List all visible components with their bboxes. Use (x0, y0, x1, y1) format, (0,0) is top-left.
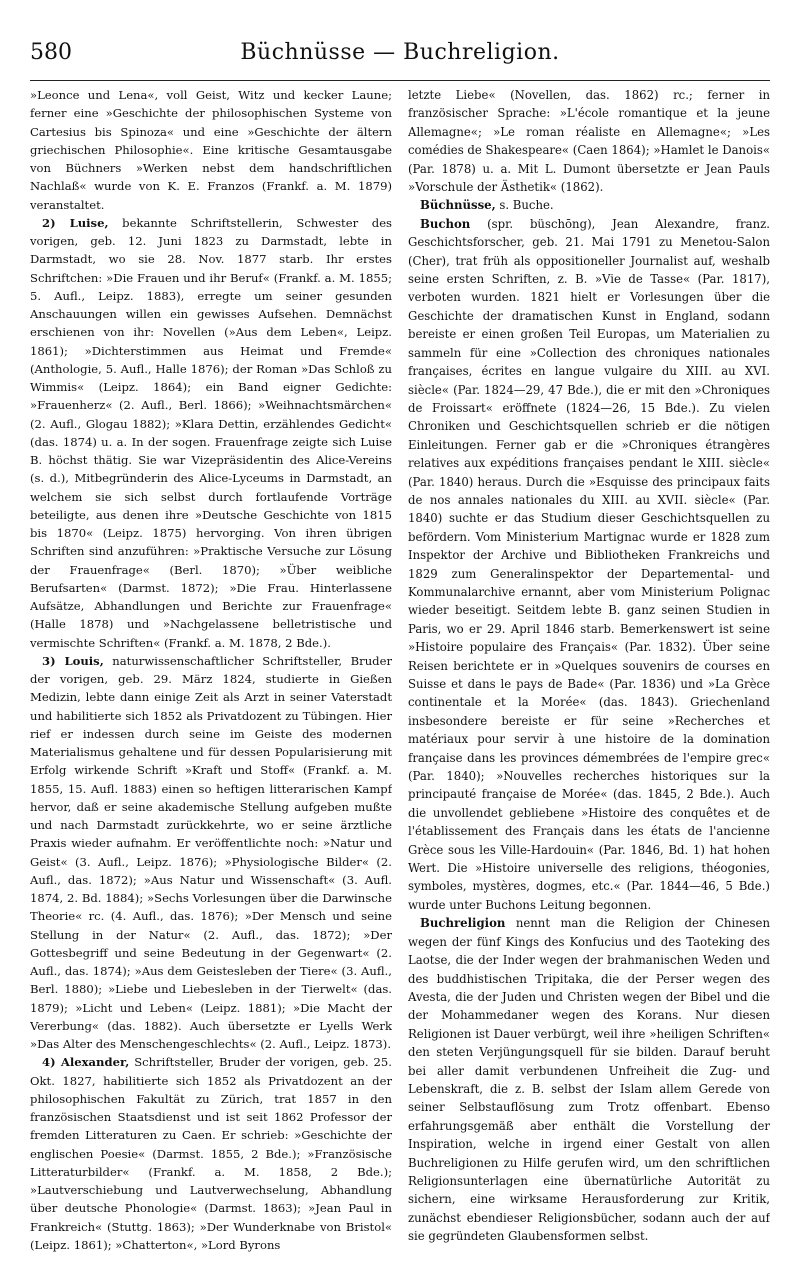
page-number: 580 (30, 40, 72, 65)
entry-text: s. Buche. (495, 198, 554, 213)
entry-text: Schriftsteller, Bruder der vorigen, geb. 25. Okt. 1827, habilitierte sich 1852 als Privatdozent an der philosophischen Fakultät zu Zürich, trat 1857 in den französischen Staatsdienst und ist seit 1862 Professor der fremden Litteraturen zu Caen. Er schrieb: »Geschichte der englischen Poesie« (Darmst. 1855, 2 Bde.); »Französische Litteraturbilder« (Frankf. a. M. 1858, 2 Bde.); »Lautverschiebung und Lautverwechselung, Abhandlung über deutsche Phonologie« (Darmst. 1863); »Jean Paul in Frankreich« (Stuttg. 1863); »Der Wunderknabe von Bristol« (Leipz. 1861); »Chatterton«, »Lord Byrons (30, 1055, 392, 1252)
entry-text: nennt man die Religion der Chinesen wegen der fünf Kings des Konfucius und des Taoteking des Laotse, die der Inder wegen der brahmanischen Weden und des buddhistischen Tripitaka, die der Perser wegen des Avesta, die der Juden und Christen wegen der Bibel und die der Mohammedaner wegen des Korans. Nur diesen Religionen ist Dauer verbürgt, weil ihre »heiligen Schriften« den steten Verjüngungsquell für sie bilden. Darauf beruht bei aller damit verbundenen Unfreiheit die Zug- und Lebenskraft, die z. B. selbst der Islam allem Gerede von seiner Selbstauflösung zum Trotz offenbart. Ebenso erfahrungsgemäß aber enthält die Vorstellung der Inspiration, welche in irgend einer Gestalt von allen Buchreligionen zu Hilfe gerufen wird, um den schriftlichen Religionsunterlagen eine übernatürliche Autorität zu sichern, eine wirksame Herausforderung zur Kritik, zunächst ebendieser Religionsbücher, sodann auch der auf sie gegründeten Glaubensformen selbst. (408, 916, 770, 1244)
entry-text: letzte Liebe« (Novellen, das. 1862) rc.; ferner in französischer Sprache: »L'école romantique et la jeune Allemagne«; »Le roman réaliste en Allemagne«; »Les comédies de Shakespeare« (Caen 1864); »Hamlet le Danois« (Par. 1878) u. a. Mit L. Dumont übersetzte er Jean Pauls »Vorschule der Ästhetik« (1862). (408, 88, 770, 195)
entry-headword: Buchon (420, 216, 471, 231)
paragraph (408, 86, 770, 196)
text-columns (30, 86, 770, 1261)
entry-lead: 3) Louis, (42, 653, 104, 668)
paragraph (30, 214, 392, 652)
right-column (408, 86, 770, 1261)
paragraph (408, 215, 770, 914)
paragraph (408, 196, 770, 214)
paragraph (30, 86, 392, 214)
entry-headword: Buchreligion (420, 916, 506, 931)
paragraph (30, 652, 392, 1054)
page-header (30, 40, 770, 70)
entry-lead: 2) Luise, (42, 215, 109, 230)
entry-headword: Büchnüsse, (420, 198, 496, 213)
running-title: Büchnüsse — Buchreligion. (240, 40, 560, 65)
entry-text: (spr. büschōng), Jean Alexandre, franz. Geschichtsforscher, geb. 21. Mai 1791 zu Menetou-Salon (Cher), trat früh als oppositioneller Journalist auf, weshalb seine ersten Schriften, z. B. »Vie de Tasse« (Par. 1817), verboten wurden. 1821 hielt er Vorlesungen über die Geschichte der dramatischen Kunst in England, sodann bereiste er einen großen Teil Europas, um Materialien zu sammeln für eine »Collection des chroniques nationales françaises, écrites en langue vulgaire du XIII. au XVI. siècle« (Par. 1824—29, 47 Bde.), die er mit den »Chroniques de Froissart« eröffnete (1824—26, 15 Bde.). Zu vielen Chroniken und Geschichtsquellen schrieb er die nötigen Einleitungen. Ferner gab er die »Chroniques étrangères relatives aux expéditions françaises pendant le XIII. siècle« (Par. 1840) heraus. Durch die »Esquisse des principaux faits de nos annales nationales du XIII. au XVII. siècle« (Par. 1840) suchte er das Studium dieser Geschichtsquellen zu befördern. Vom Ministerium Martignac wurde er 1828 zum Inspektor der Archive und Bibliotheken Frankreichs und 1829 zum Generalinspektor der Departemental- und Kommunalarchive ernannt, aber vom Ministerium Polignac wieder beseitigt. Seitdem lebte B. ganz seinen Studien in Paris, wo er 29. April 1846 starb. Bemerkenswert ist seine »Histoire populaire des Français« (Par. 1832). Über seine Reisen berichtete er in »Quelques souvenirs de courses en Suisse et dans le pays de Bade« (Par. 1836) und »La Grèce continentale et la Morée« (das. 1843). Griechenland insbesondere bereiste er für seine »Recherches et matériaux pour servir à une histoire de la domination française dans les provinces démembrées de l'empire grec« (Par. 1840); »Nouvelles recherches historiques sur la principauté française de Morée« (das. 1845, 2 Bde.). Auch die unvollendet gebliebene »Histoire des conquêtes et de l'établissement des Français dans les états de l'ancienne Grèce sous les Ville-Hardouin« (Par. 1846, Bd. 1) hat hohen Wert. Die »Histoire universelle des religions, théogonies, symboles, mystères, dogmes, etc.« (Par. 1844—46, 5 Bde.) wurde unter Buchons Leitung begonnen. (408, 216, 770, 912)
left-column (30, 86, 392, 1261)
entry-text: naturwissenschaftlicher Schriftsteller, Bruder der vorigen, geb. 29. März 1824, studierte in Gießen Medizin, lebte dann einige Zeit als Arzt in seiner Vaterstadt und habilitierte sich 1852 als Privatdozent zu Tübingen. Hier rief er indessen durch seine im Geiste des modernen Materialismus gehaltene und für dessen Popularisierung mit Erfolg wirkende Schrift »Kraft und Stoff« (Frankf. a. M. 1855, 15. Aufl. 1883) einen so heftigen litterarischen Kampf hervor, daß er seine akademische Stellung aufgeben mußte und nach Darmstadt zurückkehrte, wo er seine ärztliche Praxis wieder aufnahm. Er veröffentlichte noch: »Natur und Geist« (3. Aufl., Leipz. 1876); »Physiologische Bilder« (2. Aufl., das. 1872); »Aus Natur und Wissenschaft« (3. Aufl. 1874, 2. Bd. 1884); »Sechs Vorlesungen über die Darwinsche Theorie« rc. (4. Aufl., das. 1876); »Der Mensch und seine Stellung in der Natur« (2. Aufl., das. 1872); »Der Gottesbegriff und seine Bedeutung in der Gegenwart« (2. Aufl., das. 1874); »Aus dem Geistesleben der Tiere« (3. Aufl., Berl. 1880); »Liebe und Liebesleben in der Tierwelt« (das. 1879); »Licht und Leben« (Leipz. 1881); »Die Macht der Vererbung« (das. 1882). Auch übersetzte er Lyells Werk »Das Alter des Menschengeschlechts« (2. Aufl., Leipz. 1873). (30, 653, 392, 1051)
entry-lead: 4) Alexander, (42, 1055, 130, 1070)
paragraph (408, 914, 770, 1245)
entry-text: bekannte Schriftstellerin, Schwester des vorigen, geb. 12. Juni 1823 zu Darmstadt, lebte in Darmstadt, wo sie 28. Nov. 1877 starb. Ihr erstes Schriftchen: »Die Frauen und ihr Beruf« (Frankf. a. M. 1855; 5. Aufl., Leipz. 1883), erregte um seiner gesunden Anschauungen willen ein gewisses Aufsehen. Demnächst erschienen von ihr: Novellen (»Aus dem Leben«, Leipz. 1861); »Dichterstimmen aus Heimat und Fremde« (Anthologie, 5. Aufl., Halle 1876); der Roman »Das Schloß zu Wimmis« (Leipz. 1864); ein Band eigner Gedichte: »Frauenherz« (2. Aufl., Berl. 1866); »Weihnachtsmärchen« (2. Aufl., Glogau 1882); »Klara Dettin, erzählendes Gedicht« (das. 1874) u. a. In der sogen. Frauenfrage zeigte sich Luise B. höchst thätig. Sie war Vizepräsidentin des Alice-Vereins (s. d.), Mitbegründerin des Alice-Lyceums in Darmstadt, an welchem sie sich selbst durch fortlaufende Vorträge beteiligte, aus denen ihre »Deutsche Geschichte von 1815 bis 1870« (Leipz. 1875) hervorging. Von ihren übrigen Schriften sind anzuführen: »Praktische Versuche zur Lösung der Frauenfrage« (Berl. 1870); »Über weibliche Berufsarten« (Darmst. 1872); »Die Frau. Hinterlassene Aufsätze, Abhandlungen und Berichte zur Frauenfrage« (Halle 1878) und »Nachgelassene belletristische und vermischte Schriften« (Frankf. a. M. 1878, 2 Bde.). (30, 215, 392, 650)
paragraph (30, 1053, 392, 1254)
header-rule (30, 80, 770, 81)
entry-text: »Leonce und Lena«, voll Geist, Witz und kecker Laune; ferner eine »Geschichte der philosophischen Systeme von Cartesius bis Spinoza« und eine »Geschichte der ältern griechischen Philosophie«. Eine kritische Gesamtausgabe von Büchners »Werken nebst dem handschriftlichen Nachlaß« wurde von K. E. Franzos (Frankf. a. M. 1879) veranstaltet. (30, 88, 392, 212)
